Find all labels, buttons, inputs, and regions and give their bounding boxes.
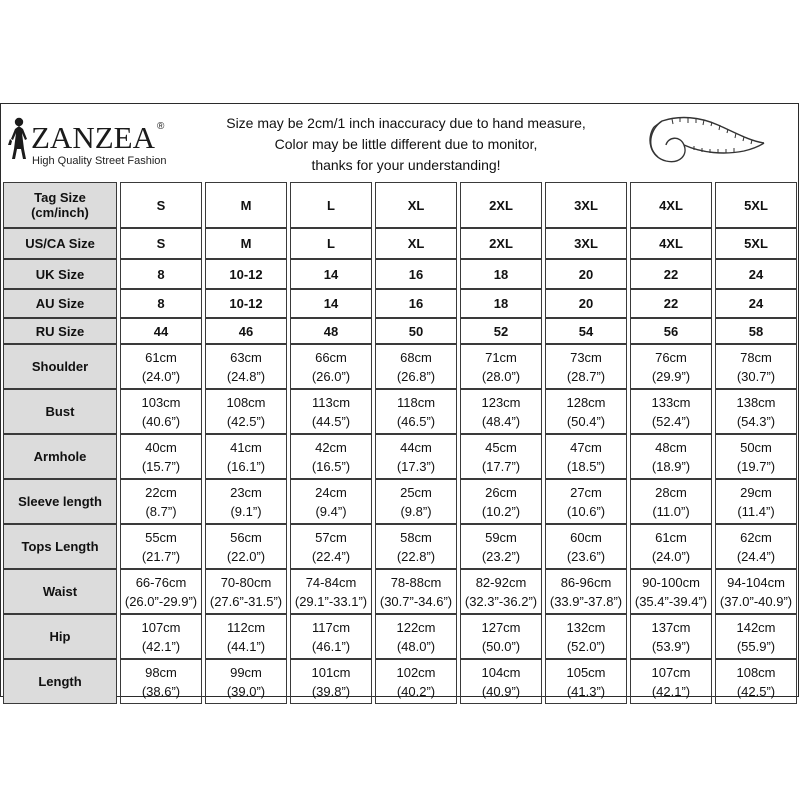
cm-value: 25cm (400, 484, 432, 500)
measurement-cell (460, 524, 542, 569)
measurement-cell (545, 434, 627, 479)
row-label: RU Size (3, 318, 117, 344)
cm-value: 103cm (141, 394, 181, 410)
inch-value: (50.4”) (566, 413, 606, 429)
inch-value: (44.5”) (311, 413, 351, 429)
measurement-cell (290, 569, 372, 614)
row-label: Bust (3, 389, 117, 434)
inch-value: (42.5”) (736, 683, 776, 699)
measurement-cell (460, 344, 542, 389)
inch-value: (22.8”) (396, 548, 436, 564)
cm-value: 58cm (400, 529, 432, 545)
size-cell: 24 (715, 259, 797, 289)
cm-value: 29cm (740, 484, 772, 500)
inch-value: (35.4”-39.4”) (634, 593, 708, 609)
measurement-cell (205, 614, 287, 659)
inch-value: (50.0”) (481, 638, 521, 654)
measurement-row (3, 344, 797, 389)
size-cell: 46 (205, 318, 287, 344)
inch-value: (52.4”) (651, 413, 691, 429)
brand-tagline: High Quality Street Fashion (32, 155, 167, 167)
cm-value: 104cm (481, 664, 521, 680)
inch-value: (11.4”) (737, 503, 775, 519)
inch-value: (42.1”) (141, 638, 181, 654)
cm-value: 61cm (655, 529, 687, 545)
inch-value: (26.0”) (311, 368, 351, 384)
inch-value: (26.0”-29.9”) (124, 593, 198, 609)
cm-value: 118cm (396, 394, 436, 410)
cm-value: 127cm (481, 619, 521, 635)
size-cell: 4XL (630, 228, 712, 259)
row-label: Waist (3, 569, 117, 614)
cm-value: 123cm (481, 394, 521, 410)
measurement-cell (715, 389, 797, 434)
inch-value: (40.9”) (481, 683, 521, 699)
inch-value: (52.0”) (566, 638, 606, 654)
size-rows (3, 182, 797, 704)
measurement-cell (545, 524, 627, 569)
measurement-cell (205, 659, 287, 704)
cm-value: 48cm (655, 439, 687, 455)
measurement-cell (375, 569, 457, 614)
inch-value: (23.6”) (566, 548, 606, 564)
cm-value: 50cm (740, 439, 772, 455)
measurement-cell (375, 479, 457, 524)
measurement-cell (545, 389, 627, 434)
measurement-cell (715, 659, 797, 704)
cm-value: 112cm (226, 619, 266, 635)
fashion-figure-icon (6, 115, 32, 175)
size-row (3, 318, 797, 344)
brand-name: ZANZEA (31, 120, 155, 155)
inch-value: (26.8”) (396, 368, 436, 384)
cm-value: 94-104cm (727, 574, 785, 590)
size-cell: 5XL (715, 182, 797, 228)
measurement-cell (630, 479, 712, 524)
size-cell: 20 (545, 259, 627, 289)
size-cell: 4XL (630, 182, 712, 228)
cm-value: 108cm (736, 664, 776, 680)
inch-value: (10.6”) (566, 503, 606, 519)
measurement-cell (290, 389, 372, 434)
inch-value: (15.7”) (141, 458, 181, 474)
size-cell: M (205, 182, 287, 228)
row-label: Tops Length (3, 524, 117, 569)
inch-value: (37.0”-40.9”) (719, 593, 793, 609)
cm-value: 76cm (655, 349, 687, 365)
measurement-cell (120, 434, 202, 479)
inch-value: (40.2”) (396, 683, 436, 699)
measurement-cell (715, 569, 797, 614)
inch-value: (46.1”) (311, 638, 351, 654)
measurement-cell (715, 614, 797, 659)
size-cell: 14 (290, 289, 372, 318)
measurement-cell (205, 479, 287, 524)
inch-value: (9.4”) (315, 503, 347, 519)
cm-value: 133cm (651, 394, 691, 410)
inch-value: (48.4”) (481, 413, 521, 429)
measurement-cell (290, 479, 372, 524)
inch-value: (9.1”) (230, 503, 262, 519)
size-cell: 5XL (715, 228, 797, 259)
size-row (3, 182, 797, 228)
inch-value: (48.0”) (396, 638, 436, 654)
inch-value: (39.0”) (226, 683, 266, 699)
size-cell: 54 (545, 318, 627, 344)
size-cell: 44 (120, 318, 202, 344)
size-cell: 3XL (545, 182, 627, 228)
measurement-cell (205, 389, 287, 434)
size-cell: 24 (715, 289, 797, 318)
inch-value: (23.2”) (481, 548, 521, 564)
cm-value: 105cm (566, 664, 606, 680)
measurement-cell (630, 434, 712, 479)
inch-value: (44.1”) (226, 638, 266, 654)
size-cell: L (290, 182, 372, 228)
measurement-cell (460, 569, 542, 614)
inch-value: (38.6”) (141, 683, 181, 699)
measurement-cell (290, 434, 372, 479)
measurement-cell (715, 434, 797, 479)
cm-value: 78cm (740, 349, 772, 365)
cm-value: 73cm (570, 349, 602, 365)
cm-value: 41cm (230, 439, 262, 455)
measurement-row (3, 389, 797, 434)
measurement-cell (120, 524, 202, 569)
measurement-row (3, 524, 797, 569)
cm-value: 108cm (226, 394, 266, 410)
size-cell: S (120, 228, 202, 259)
measurement-row (3, 614, 797, 659)
measurement-cell (545, 479, 627, 524)
cm-value: 90-100cm (642, 574, 700, 590)
measurement-row (3, 569, 797, 614)
cm-value: 22cm (145, 484, 177, 500)
cm-value: 107cm (651, 664, 691, 680)
measurement-cell (290, 524, 372, 569)
measurement-cell (545, 344, 627, 389)
measurement-cell (120, 389, 202, 434)
cm-value: 66-76cm (135, 574, 187, 590)
measurement-cell (460, 659, 542, 704)
cm-value: 86-96cm (560, 574, 612, 590)
measurement-cell (205, 569, 287, 614)
inch-value: (32.3”-36.2”) (464, 593, 538, 609)
inch-value: (28.7”) (566, 368, 606, 384)
size-row (3, 259, 797, 289)
size-cell: 16 (375, 289, 457, 318)
size-cell: 2XL (460, 182, 542, 228)
row-label: AU Size (3, 289, 117, 318)
inch-value: (53.9”) (651, 638, 691, 654)
cm-value: 62cm (740, 529, 772, 545)
cm-value: 128cm (566, 394, 606, 410)
inch-value: (18.9”) (651, 458, 691, 474)
measurement-cell (630, 569, 712, 614)
cm-value: 60cm (570, 529, 602, 545)
cm-value: 55cm (145, 529, 177, 545)
inch-value: (16.5”) (311, 458, 351, 474)
inch-value: (39.8”) (311, 683, 351, 699)
inch-value: (24.0”) (141, 368, 181, 384)
measurement-cell (375, 659, 457, 704)
measurement-row (3, 479, 797, 524)
measurement-cell (120, 614, 202, 659)
inch-value: (22.0”) (226, 548, 266, 564)
inch-value: (10.2”) (481, 503, 521, 519)
cm-value: 117cm (311, 619, 351, 635)
measurement-cell (375, 344, 457, 389)
size-cell: 10-12 (205, 259, 287, 289)
measurement-cell (460, 389, 542, 434)
notice-line: Color may be little different due to monitor, (274, 136, 538, 152)
measurement-cell (375, 524, 457, 569)
size-cell: XL (375, 182, 457, 228)
cm-value: 68cm (400, 349, 432, 365)
size-cell: 8 (120, 289, 202, 318)
cm-value: 61cm (145, 349, 177, 365)
row-label: Tag Size (cm/inch) (3, 182, 117, 228)
measurement-cell (630, 389, 712, 434)
measurement-cell (375, 614, 457, 659)
inch-value: (17.7”) (481, 458, 521, 474)
inch-value: (29.1”-33.1”) (294, 593, 368, 609)
cm-value: 59cm (485, 529, 517, 545)
measurement-cell (375, 389, 457, 434)
row-label: Shoulder (3, 344, 117, 389)
row-label: Armhole (3, 434, 117, 479)
size-cell: 14 (290, 259, 372, 289)
cm-value: 26cm (485, 484, 517, 500)
inch-value: (21.7”) (141, 548, 181, 564)
inch-value: (29.9”) (651, 368, 691, 384)
measurement-cell (205, 524, 287, 569)
cm-value: 47cm (570, 439, 602, 455)
row-label: Hip (3, 614, 117, 659)
inch-value: (8.7”) (145, 503, 177, 519)
measurement-cell (120, 479, 202, 524)
cm-value: 78-88cm (390, 574, 442, 590)
size-cell: 52 (460, 318, 542, 344)
measurement-cell (375, 434, 457, 479)
inch-value: (40.6”) (141, 413, 181, 429)
inch-value: (9.8”) (400, 503, 432, 519)
inch-value: (33.9”-37.8”) (549, 593, 623, 609)
inch-value: (19.7”) (736, 458, 776, 474)
measurement-cell (630, 614, 712, 659)
size-chart-header (0, 103, 799, 182)
inch-value: (17.3”) (396, 458, 436, 474)
measurement-cell (205, 434, 287, 479)
cm-value: 63cm (230, 349, 262, 365)
size-cell: 2XL (460, 228, 542, 259)
inch-value: (30.7”) (736, 368, 776, 384)
measurement-cell (630, 659, 712, 704)
inch-value: (11.0”) (652, 503, 690, 519)
size-row (3, 289, 797, 318)
measurement-cell (290, 659, 372, 704)
inch-value: (27.6”-31.5”) (209, 593, 283, 609)
cm-value: 71cm (485, 349, 517, 365)
cm-value: 40cm (145, 439, 177, 455)
inch-value: (18.5”) (566, 458, 606, 474)
measurement-cell (545, 659, 627, 704)
cm-value: 56cm (230, 529, 262, 545)
cm-value: 99cm (230, 664, 262, 680)
cm-value: 27cm (570, 484, 602, 500)
size-cell: 8 (120, 259, 202, 289)
inch-value: (55.9”) (736, 638, 776, 654)
cm-value: 113cm (311, 394, 351, 410)
cm-value: 24cm (315, 484, 347, 500)
size-row (3, 228, 797, 259)
measurement-row (3, 659, 797, 704)
cm-value: 122cm (396, 619, 436, 635)
measurement-cell (630, 524, 712, 569)
size-cell: 16 (375, 259, 457, 289)
size-chart-table (0, 182, 800, 704)
registered-mark: ® (157, 121, 165, 132)
cm-value: 57cm (315, 529, 347, 545)
inch-value: (42.1”) (651, 683, 691, 699)
cm-value: 82-92cm (475, 574, 527, 590)
measurement-row (3, 434, 797, 479)
measurement-cell (545, 614, 627, 659)
size-cell: 56 (630, 318, 712, 344)
measurement-cell (120, 569, 202, 614)
cm-value: 138cm (736, 394, 776, 410)
size-cell: 48 (290, 318, 372, 344)
measuring-tape-icon (640, 111, 770, 177)
brand-logo (6, 113, 186, 173)
size-cell: 20 (545, 289, 627, 318)
inch-value: (28.0”) (481, 368, 521, 384)
inch-value: (30.7”-34.6”) (379, 593, 453, 609)
cm-value: 66cm (315, 349, 347, 365)
cm-value: 42cm (315, 439, 347, 455)
size-cell: 22 (630, 289, 712, 318)
cm-value: 142cm (736, 619, 776, 635)
size-cell: 3XL (545, 228, 627, 259)
cm-value: 70-80cm (220, 574, 272, 590)
cm-value: 28cm (655, 484, 687, 500)
inch-value: (42.5”) (226, 413, 266, 429)
size-cell: 18 (460, 289, 542, 318)
cm-value: 23cm (230, 484, 262, 500)
measurement-cell (120, 659, 202, 704)
row-label: UK Size (3, 259, 117, 289)
measurement-cell (120, 344, 202, 389)
cm-value: 74-84cm (305, 574, 357, 590)
inch-value: (24.4”) (736, 548, 776, 564)
measurement-notice (196, 113, 616, 176)
measurement-cell (630, 344, 712, 389)
cm-value: 137cm (651, 619, 691, 635)
measurement-cell (460, 434, 542, 479)
cm-value: 101cm (311, 664, 351, 680)
inch-value: (46.5”) (396, 413, 436, 429)
cm-value: 45cm (485, 439, 517, 455)
measurement-cell (460, 614, 542, 659)
cm-value: 107cm (141, 619, 181, 635)
measurement-cell (205, 344, 287, 389)
measurement-cell (545, 569, 627, 614)
size-cell: 58 (715, 318, 797, 344)
inch-value: (54.3”) (736, 413, 776, 429)
measurement-cell (715, 479, 797, 524)
inch-value: (16.1”) (226, 458, 266, 474)
cm-value: 98cm (145, 664, 177, 680)
size-cell: L (290, 228, 372, 259)
inch-value: (22.4”) (311, 548, 351, 564)
size-cell: 10-12 (205, 289, 287, 318)
measurement-cell (715, 524, 797, 569)
row-label: Sleeve length (3, 479, 117, 524)
inch-value: (41.3”) (566, 683, 606, 699)
size-cell: 18 (460, 259, 542, 289)
measurement-cell (290, 344, 372, 389)
inch-value: (24.8”) (226, 368, 266, 384)
size-cell: M (205, 228, 287, 259)
cm-value: 44cm (400, 439, 432, 455)
notice-line: thanks for your understanding! (311, 157, 501, 173)
measurement-cell (290, 614, 372, 659)
cm-value: 102cm (396, 664, 436, 680)
size-cell: S (120, 182, 202, 228)
measurement-cell (715, 344, 797, 389)
notice-line: Size may be 2cm/1 inch inaccuracy due to hand measure, (226, 115, 586, 131)
size-cell: 50 (375, 318, 457, 344)
measurement-cell (460, 479, 542, 524)
row-label: Length (3, 659, 117, 704)
size-cell: 22 (630, 259, 712, 289)
inch-value: (24.0”) (651, 548, 691, 564)
cm-value: 132cm (566, 619, 606, 635)
row-label: US/CA Size (3, 228, 117, 259)
size-cell: XL (375, 228, 457, 259)
